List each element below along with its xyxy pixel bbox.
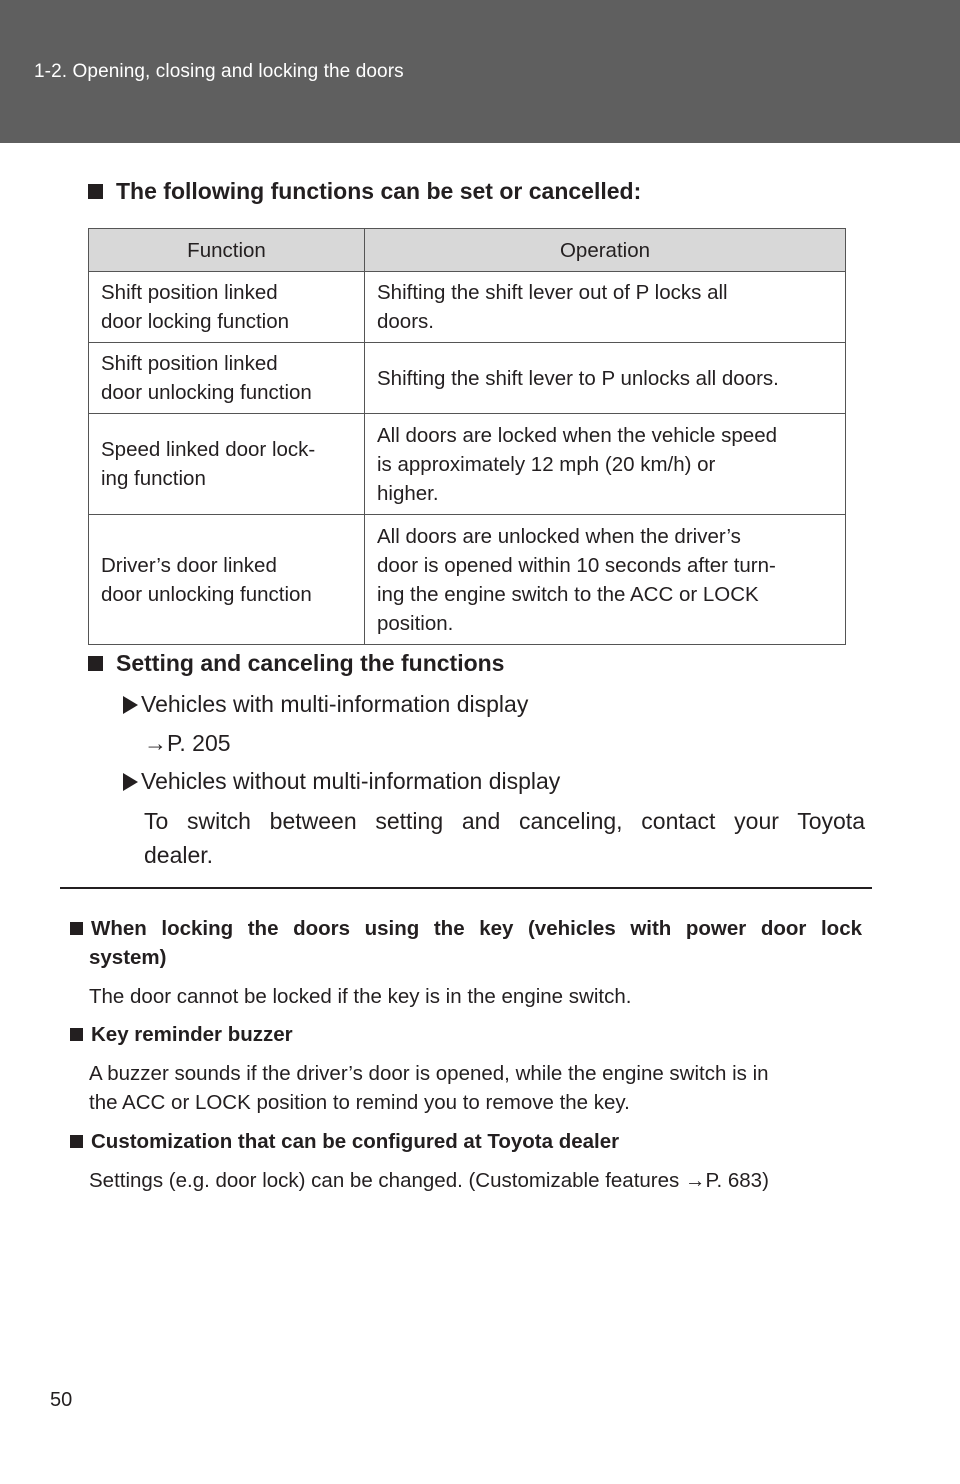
function-cell [89, 272, 365, 343]
cell-line: Shifting the shift lever out of P locks all [377, 281, 728, 304]
note-title [70, 1020, 293, 1049]
page-reference: →P. 205 [144, 730, 231, 756]
section-heading-functions [88, 178, 641, 205]
functions-table [88, 228, 846, 645]
cell-line: All doors are unlocked when the driver’s [377, 524, 741, 548]
triangle-bullet-icon [123, 696, 138, 714]
operation-cell [365, 515, 846, 645]
triangle-bullet-icon [123, 773, 138, 791]
function-cell [89, 414, 365, 515]
cell-line: ing function [101, 467, 206, 490]
cell-line: higher. [377, 481, 439, 505]
square-bullet-icon [70, 922, 83, 935]
note-title [70, 914, 862, 943]
page-header [0, 0, 960, 143]
section-breadcrumb: 1-2. Opening, closing and locking the doors [34, 61, 404, 82]
cell-line: is approximately 12 mph (20 km/h) or [377, 452, 716, 476]
square-bullet-icon [70, 1028, 83, 1041]
operation-cell [365, 272, 846, 343]
option-instruction-line2: dealer. [144, 842, 214, 868]
note-title-continued: system) [89, 946, 167, 969]
square-bullet-icon [70, 1135, 83, 1148]
operation-cell [365, 414, 846, 515]
operation-cell [365, 343, 846, 414]
cell-line: doors. [377, 310, 434, 333]
note-body: A buzzer sounds if the driver’s door is opened, while the engine switch is in [89, 1062, 769, 1085]
note-title-text: Key reminder buzzer [91, 1023, 293, 1046]
option-without-display [123, 766, 560, 796]
function-cell [89, 343, 365, 414]
cell-line: Shift position linked [101, 281, 278, 304]
note-body: the ACC or LOCK position to remind you to remove the key. [89, 1091, 630, 1114]
page-number: 50 [50, 1389, 73, 1411]
cell-line: door is opened within 10 seconds after turn- [377, 553, 776, 577]
divider [60, 887, 872, 889]
square-bullet-icon [88, 184, 103, 199]
column-header-operation: Operation [365, 229, 846, 272]
square-bullet-icon [88, 656, 103, 671]
note-title [70, 1127, 619, 1156]
note-title-text: When locking the doors using the key (vehicles with power door lock [91, 917, 862, 940]
section-heading-text: The following functions can be set or cancelled: [116, 178, 642, 204]
cell-line: door unlocking function [101, 381, 312, 404]
cell-line: door unlocking function [101, 582, 312, 606]
cell-line: Shift position linked [101, 352, 278, 375]
cell-line: Driver’s door linked [101, 553, 277, 577]
option-label: Vehicles without multi-information display [141, 768, 561, 794]
option-instruction-line1: To switch between setting and canceling, contact your Toyota [144, 808, 865, 834]
table-row [89, 272, 846, 343]
note-body: Settings (e.g. door lock) can be changed. (Customizable features →P. 683) [89, 1169, 769, 1192]
option-label: Vehicles with multi-information display [141, 691, 529, 717]
function-cell [89, 515, 365, 645]
cell-line: Speed linked door lock- [101, 438, 316, 461]
note-title-text: Customization that can be configured at Toyota dealer [91, 1130, 620, 1153]
table-row [89, 414, 846, 515]
cell-line: All doors are locked when the vehicle speed [377, 423, 777, 447]
table-row [89, 343, 846, 414]
option-with-display [123, 689, 528, 719]
section-heading-setting [88, 650, 504, 677]
note-body: The door cannot be locked if the key is in the engine switch. [89, 985, 632, 1008]
table-header-row [89, 229, 846, 272]
cell-line: position. [377, 611, 454, 635]
table-row [89, 515, 846, 645]
cell-line: Shifting the shift lever to P unlocks all doors. [377, 366, 779, 390]
cell-line: ing the engine switch to the ACC or LOCK [377, 582, 759, 606]
column-header-function: Function [89, 229, 365, 272]
cell-line: door locking function [101, 310, 290, 333]
section-heading-text: Setting and canceling the functions [116, 650, 505, 676]
